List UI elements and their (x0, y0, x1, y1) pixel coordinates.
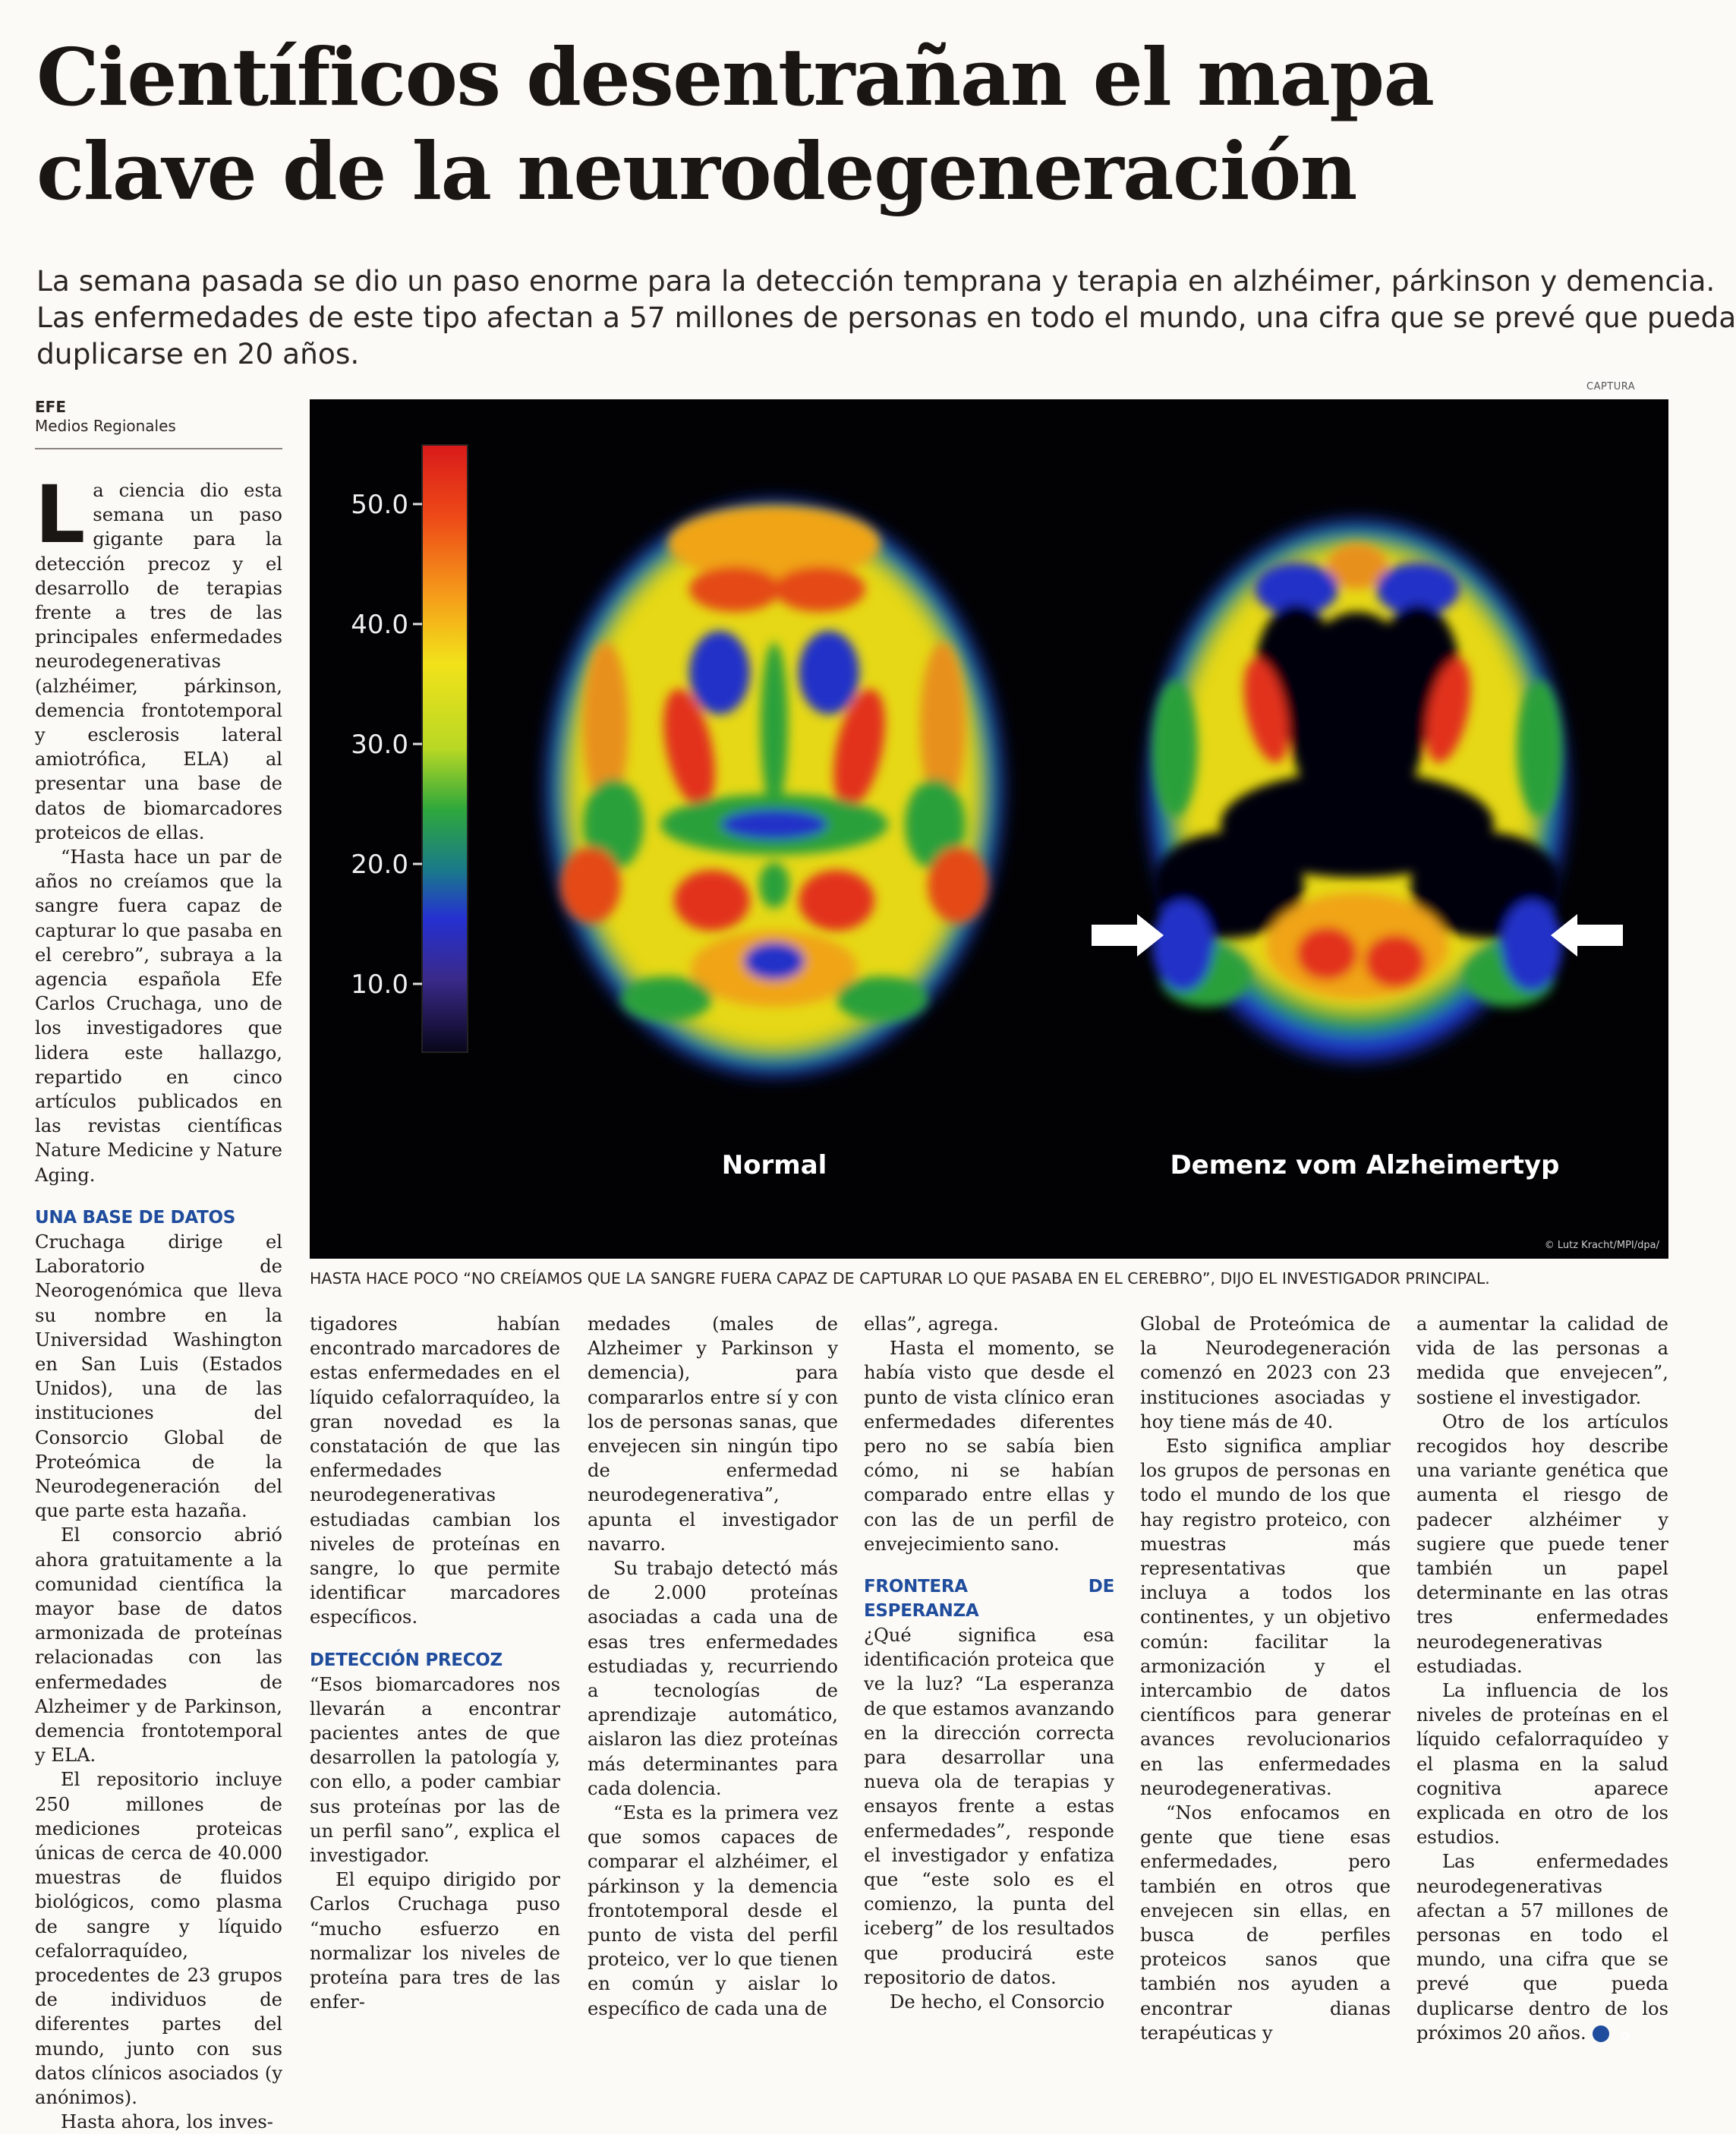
paragraph: Hasta el momento, se había visto que desde el punto de vista clínico eran enfermedades diferentes pero no se sabía bien cómo, ni se habían comparado entre ellas y con las de un perfil de envejecimiento sano. (864, 1338, 1114, 1555)
paragraph: El repositorio incluye 250 millones de mediciones proteicas únicas de cerca de 40.000 muestras de fluidos biológicos, como plasma de sangre y líquido cefalorraquídeo, procedentes de 23 grupos de individuos de diferentes partes del mundo, junto con sus datos clínicos asociados (y anónimos). (35, 1769, 282, 2108)
headline-line-2: clave de la neurodegeneración (36, 125, 1356, 218)
paragraph: “Esta es la primera vez que somos capaces de comparar el alzhéimer, el párkinson y la demencia frontotemporal desde el punto de vista del perfil proteico, ver lo que tienen en común y aislar lo específico de cada una de (588, 1802, 838, 2019)
paragraph: Global de Proteómica de la Neurodegeneración comenzó en 2023 con 23 instituciones asociadas y hoy tiene más de 40. (1140, 1313, 1391, 1433)
subhead-base-de-datos: UNA BASE DE DATOS (35, 1207, 235, 1228)
paragraph: El equipo dirigido por Carlos Cruchaga puso “mucho esfuerzo en normalizar los niveles de proteína para tres de las enfer- (310, 1869, 560, 2013)
article-column-3 (588, 1312, 838, 2021)
photo-caption: HASTA HACE POCO “NO CREÍAMOS QUE LA SANGRE FUERA CAPAZ DE CAPTURAR LO QUE PASABA EN EL CEREBRO”, DIJO EL INVESTIGADOR PRINCIPAL. (310, 1269, 1490, 1288)
paragraph-text: Las enfermedades neurodegenerativas afectan a 57 millones de personas en todo el mundo, una cifra que se prevé que pueda duplicarse dentro de los próximos 20 años. (1416, 1851, 1668, 2044)
article-column-2 (310, 1312, 560, 2014)
paragraph: Cruchaga dirige el Laboratorio de Neorogenómica que lleva su nombre en la Universidad Washington en San Luis (Estados Unidos), una de las instituciones del Consorcio Global de Proteómica de la Neurodegeneración del que parte esta hazaña. (35, 1231, 282, 1522)
article-column-6 (1416, 1312, 1668, 2045)
article-column-5 (1140, 1312, 1391, 2045)
subhead-deteccion-precoz: DETECCIÓN PRECOZ (310, 1650, 503, 1670)
paragraph: La influencia de los niveles de proteínas en el líquido cefalorraquídeo y el plasma en la salud cognitiva aparece explicada en otro de los estudios. (1416, 1680, 1668, 1849)
headline-line-1: Científicos desentrañan el mapa (36, 30, 1434, 124)
label-alzheimer: Demenz vom Alzheimertyp (1170, 1150, 1560, 1180)
deck-line-2: Las enfermedades de este tipo afectan a 57 millones de personas en todo el mundo, una cifra que se prevé que pueda (36, 301, 1736, 334)
photo-top-credit: CAPTURA (1586, 381, 1636, 392)
brain-scan-photo (310, 399, 1668, 1259)
byline (35, 398, 285, 436)
byline-agency: EFE (35, 398, 66, 416)
scale-label-40: 40.0 (351, 610, 408, 640)
paragraph: Esto significa ampliar los grupos de personas en todo el mundo de los que hay registro proteico, con muestras más representativas que incluya a todos los continentes, y un objetivo común: facilitar la armonización y el intercambio de datos científicos para generar avances revolucionarios en las enfermedades neurodegenerativas. (1140, 1436, 1391, 1799)
deck (36, 263, 1736, 372)
scale-label-50: 50.0 (351, 490, 408, 520)
paragraph: “Esos biomarcadores nos llevarán a encontrar pacientes antes de que desarrollen la patología y, con ello, a poder cambiar sus proteínas por las de un perfil sano”, explica el investigador. (310, 1673, 560, 1867)
paragraph: ¿Qué significa esa identificación proteica que ve la luz? “La esperanza de que estamos avanzando en la dirección correcta para desarrollar una nueva ola de terapias y ensayos frente a estas enfermedades”, responde el investigador y enfatiza que “este solo es el comienzo, la punta del iceberg” de los resultados que producirá este repositorio de datos. (864, 1625, 1114, 1988)
paragraph: tigadores habían encontrado marcadores de estas enfermedades en el líquido cefalorraquídeo, la gran novedad es la constatación de que las enfermedades neurodegenerativas estudiadas cambian los niveles de proteínas en sangre, lo que permite identificar marcadores específicos. (310, 1313, 560, 1628)
photo-credit: © Lutz Kracht/MPI/dpa/ (1544, 1240, 1659, 1251)
deck-line-3: duplicarse en 20 años. (36, 337, 360, 370)
paragraph: “Hasta hace un par de años no creíamos que la sangre fuera capaz de capturar lo que pasaba en el cerebro”, subraya a la agencia española Efe Carlos Cruchaga, uno de los investigadores que lidera este hallazgo, repartido en cinco artículos publicados en las revistas científicas Nature Medicine y Nature Aging. (35, 846, 282, 1186)
headline (36, 30, 1676, 219)
paragraph: Hasta ahora, los inves- (61, 2111, 273, 2133)
drop-cap: L (35, 468, 86, 561)
paragraph (1416, 1849, 1668, 2045)
scale-label-30: 30.0 (351, 730, 408, 760)
brain-scan-graphic (310, 399, 1668, 1259)
deck-line-1: La semana pasada se dio un paso enorme para la detección temprana y terapia en alzhéimer, párkinson y demencia. (36, 264, 1716, 298)
paragraph: ellas”, agrega. (864, 1313, 999, 1335)
paragraph: De hecho, el Consorcio (890, 1991, 1105, 2013)
scale-label-20: 20.0 (351, 850, 408, 880)
paragraph: El consorcio abrió ahora gratuitamente a la comunidad científica la mayor base de datos armonizada de proteínas relacionadas con las enfermedades de Alzheimer y de Parkinson, demencia frontotemporal y ELA. (35, 1524, 282, 1767)
subhead-frontera-de-esperanza: FRONTERA DE ESPERANZA (864, 1577, 1114, 1622)
byline-divider (35, 448, 282, 449)
color-scale-bar (422, 445, 468, 1052)
label-normal: Normal (721, 1150, 827, 1180)
paragraph (35, 468, 282, 845)
paragraph: Su trabajo detectó más de 2.000 proteínas asociadas a cada una de esas tres enfermedades estudiadas y, recurriendo a tecnologías de aprendizaje automático, aislaron las diez proteínas más determinantes para cada dolencia. (588, 1558, 838, 1799)
end-of-article-icon (1593, 2025, 1609, 2042)
paragraph: “Nos enfocamos en gente que tiene esas enfermedades, pero también en otros que envejecen sin ellas, en busca de perfiles proteicos sanos que también nos ayuden a encontrar dianas terapéuticas y (1140, 1802, 1391, 2044)
alzheimer-brain-scan (1148, 521, 1566, 1060)
paragraph-text: a ciencia dio esta semana un paso gigante para la detección precoz y el desarrollo de terapias frente a tres de las principales enfermedades neurodegenerativas (alzhéimer, párkinson, demencia frontotemporal y esclerosis lateral amiotrófica, ELA) al presentar una base de datos de biomarcadores proteicos de ellas. (35, 480, 282, 843)
article-column-4 (864, 1312, 1114, 2014)
paragraph: a aumentar la calidad de vida de las personas a medida que envejecen”, sostiene el investigador. (1416, 1313, 1668, 1408)
paragraph: medades (males de Alzheimer y Parkinson y demencia), para compararlos entre sí y con los de personas sanas, que envejecen sin ningún tipo de enfermedad neurodegenerativa”, apunta el investigador navarro. (588, 1313, 838, 1555)
normal-brain-scan (547, 501, 1002, 1075)
byline-outlet: Medios Regionales (35, 417, 176, 435)
article-column-1 (35, 468, 282, 2134)
scale-label-10: 10.0 (351, 969, 408, 1000)
paragraph: Otro de los artículos recogidos hoy describe una variante genética que aumenta el riesgo de padecer alzhéimer y sugiere que puede tener también un papel determinante en las otras tres enfermedades neurodegenerativas estudiadas. (1416, 1411, 1668, 1677)
